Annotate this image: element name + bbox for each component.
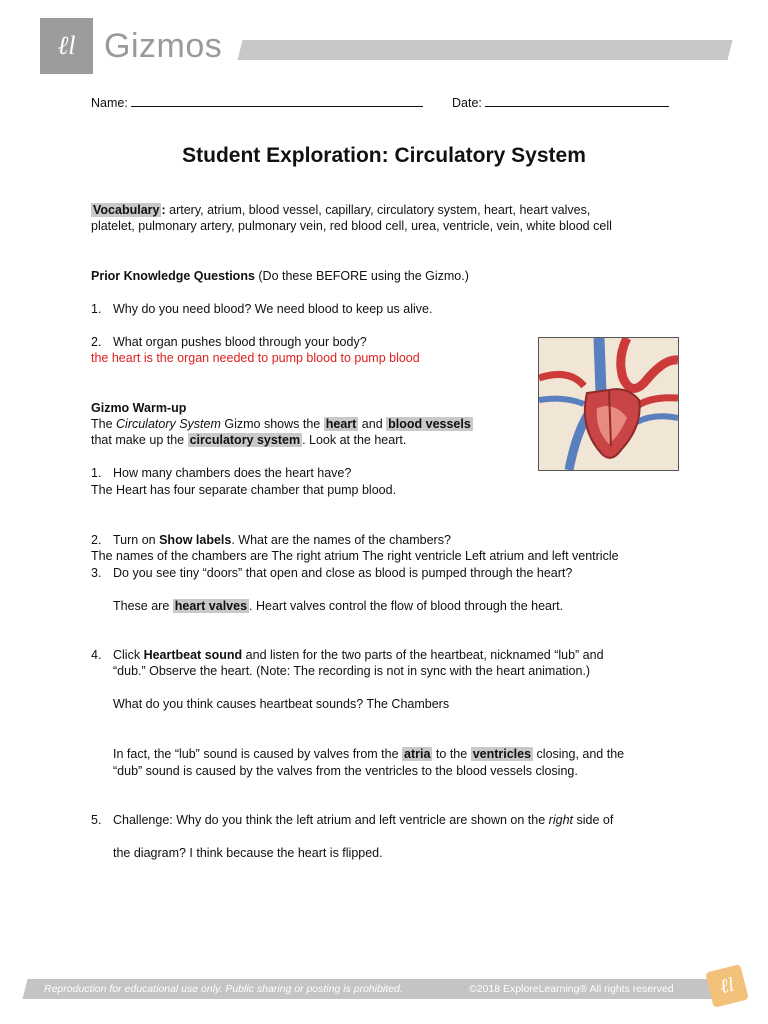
brand-name: Gizmos bbox=[104, 27, 223, 65]
date-line bbox=[452, 94, 669, 110]
warmup-q4-num: 4. bbox=[91, 648, 102, 662]
highlight-heart: heart bbox=[325, 417, 357, 431]
warmup-q5-c: side of bbox=[573, 813, 614, 827]
vocab-line-2: platelet, pulmonary artery, pulmonary vein, red blood cell, urea, ventricle, vein, white blood cell bbox=[91, 219, 612, 233]
warmup-l2-c: . Look at the heart. bbox=[302, 433, 407, 447]
highlight-atria: atria bbox=[404, 747, 431, 761]
warmup-q5-right: right bbox=[548, 813, 573, 827]
warmup-q4-line-2: “dub.” Observe the heart. (Note: The recording is not in sync with the heart animation.) bbox=[113, 664, 591, 678]
vocab-terms-1: artery, atrium, blood vessel, capillary, circulatory system, heart, heart valves, bbox=[165, 203, 591, 217]
prior-note: (Do these BEFORE using the Gizmo.) bbox=[254, 269, 469, 283]
vocab-label: Vocabulary bbox=[93, 203, 160, 217]
fact-line-2: “dub” sound is caused by the valves from the ventricles to the blood vessels closing. bbox=[113, 764, 578, 778]
warmup-a3-c: . Heart valves control the flow of blood through the heart. bbox=[249, 599, 564, 613]
name-blank bbox=[131, 94, 423, 107]
warmup-l2-a: that make up the bbox=[91, 433, 188, 447]
warmup-q2-a: Turn on bbox=[113, 533, 160, 547]
warmup-q2-c: . What are the names of the chambers? bbox=[231, 533, 451, 547]
warmup-q4-a: Click bbox=[113, 648, 144, 662]
date-label: Date: bbox=[452, 96, 482, 110]
prior-q2-text: What organ pushes blood through your body? bbox=[113, 335, 367, 349]
warmup-heading: Gizmo Warm-up bbox=[91, 401, 187, 415]
warmup-l1-e: and bbox=[358, 417, 387, 431]
warmup-a1: The Heart has four separate chamber that pump blood. bbox=[91, 483, 397, 497]
warmup-q1-num: 1. bbox=[91, 466, 102, 480]
footer-logo: ℓl bbox=[705, 964, 749, 1008]
warmup-line-1 bbox=[91, 417, 473, 431]
warmup-q5 bbox=[91, 813, 613, 827]
heart-diagram-svg bbox=[539, 338, 678, 470]
prior-a2: the heart is the organ needed to pump blood to pump blood bbox=[91, 351, 420, 365]
warmup-line-2 bbox=[91, 433, 406, 447]
prior-q1-text: Why do you need blood? We need blood to keep us alive. bbox=[113, 302, 433, 316]
prior-q2-num: 2. bbox=[91, 335, 102, 349]
prior-heading: Prior Knowledge Questions bbox=[91, 269, 255, 283]
page-title: Student Exploration: Circulatory System bbox=[182, 144, 586, 167]
warmup-q3-text: Do you see tiny “doors” that open and close as blood is pumped through the heart? bbox=[113, 566, 573, 580]
warmup-q4 bbox=[91, 648, 604, 662]
prior-q1-num: 1. bbox=[91, 302, 102, 316]
footer-copyright: ©2018 ExploreLearning® All rights reserved bbox=[469, 983, 674, 995]
warmup-l1-c: Gizmo shows the bbox=[220, 417, 324, 431]
highlight-ventricles: ventricles bbox=[472, 747, 532, 761]
warmup-q4-c: and listen for the two parts of the heartbeat, nicknamed “lub” and bbox=[242, 648, 604, 662]
warmup-a3 bbox=[113, 599, 563, 613]
warmup-q5-a: Challenge: Why do you think the left atrium and left ventricle are shown on the bbox=[113, 813, 549, 827]
explorelearning-logo: ℓl bbox=[40, 18, 93, 74]
warmup-q3 bbox=[91, 566, 572, 580]
footer-disclaimer: Reproduction for educational use only. Public sharing or posting is prohibited. bbox=[44, 983, 403, 995]
warmup-q1 bbox=[91, 466, 351, 480]
heartbeat-sound-term: Heartbeat sound bbox=[143, 648, 243, 662]
warmup-q5-line-2: the diagram? I think because the heart is flipped. bbox=[113, 846, 383, 860]
prior-heading-line bbox=[91, 269, 469, 283]
name-label: Name: bbox=[91, 96, 128, 110]
warmup-q4-ask: What do you think causes heartbeat sounds? The Chambers bbox=[113, 697, 450, 711]
prior-q1 bbox=[91, 302, 432, 316]
warmup-q3-num: 3. bbox=[91, 566, 102, 580]
warmup-q5-num: 5. bbox=[91, 813, 102, 827]
fact-a: In fact, the “lub” sound is caused by valves from the bbox=[113, 747, 403, 761]
highlight-heart-valves: heart valves bbox=[174, 599, 248, 613]
warmup-a2: The names of the chambers are The right atrium The right ventricle Left atrium and left ventricle bbox=[91, 549, 619, 563]
warmup-l1-gizmo-name: Circulatory System bbox=[116, 417, 221, 431]
highlight-circulatory-system: circulatory system bbox=[189, 433, 301, 447]
warmup-q2 bbox=[91, 533, 451, 547]
warmup-l1-a: The bbox=[91, 417, 117, 431]
show-labels-term: Show labels bbox=[159, 533, 232, 547]
warmup-a3-a: These are bbox=[113, 599, 173, 613]
fact-line-1 bbox=[113, 747, 624, 761]
vocab-line-1 bbox=[91, 203, 590, 217]
date-blank bbox=[485, 94, 669, 107]
warmup-q2-num: 2. bbox=[91, 533, 102, 547]
prior-q2 bbox=[91, 335, 367, 349]
vocab-colon: : bbox=[161, 203, 166, 217]
heart-illustration bbox=[538, 337, 679, 471]
name-line bbox=[91, 94, 423, 110]
header-bar bbox=[238, 40, 733, 60]
fact-c: to the bbox=[432, 747, 471, 761]
highlight-blood-vessels: blood vessels bbox=[388, 417, 471, 431]
fact-e: closing, and the bbox=[533, 747, 625, 761]
warmup-q1-text: How many chambers does the heart have? bbox=[113, 466, 352, 480]
